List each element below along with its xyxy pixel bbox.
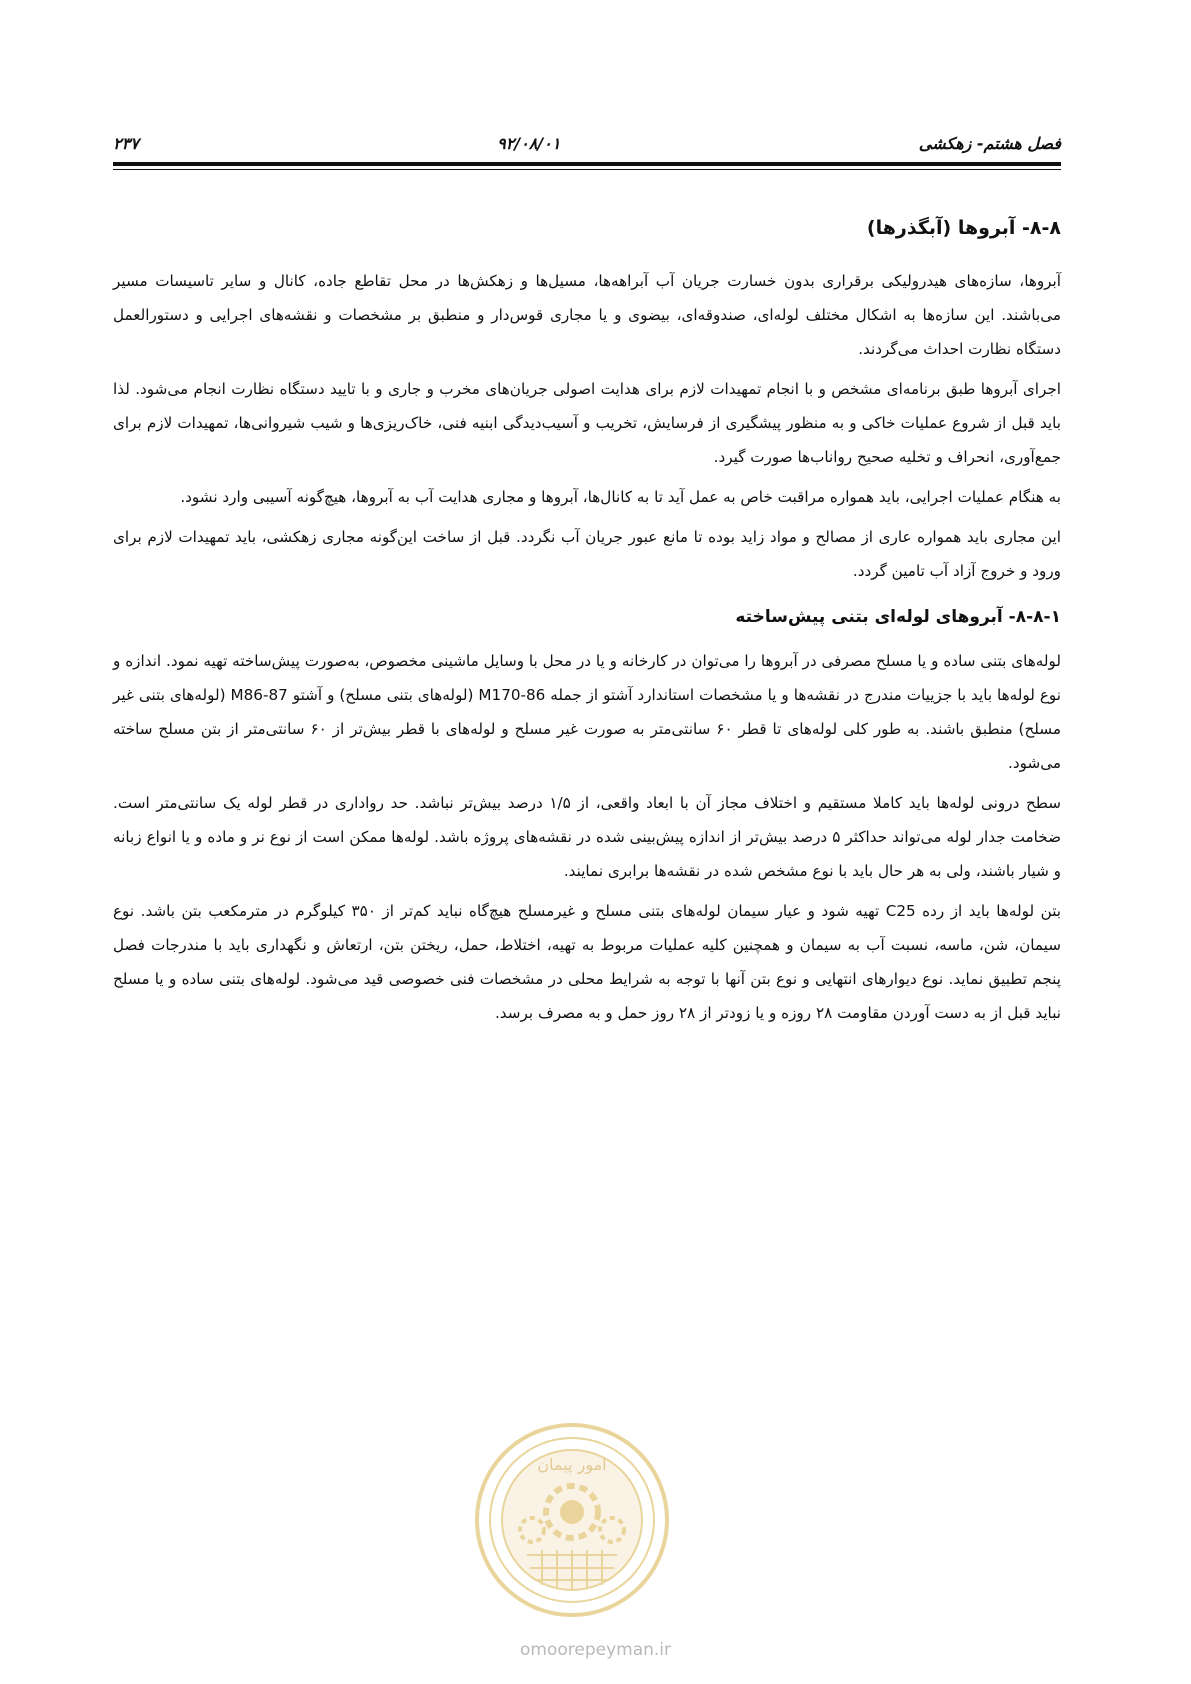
- watermark-seal-text: امور پیمان: [537, 1455, 607, 1474]
- page-content: [113, 208, 1061, 1036]
- watermark-seal-icon: [472, 1420, 672, 1620]
- header-rule-thick: [113, 162, 1061, 166]
- subsection-paragraph-3: بتن لوله‌ها باید از رده C25 تهیه شود و عیار سیمان لوله‌های بتنی مسلح و غیرمسلح هیچ‌گاه نباید کم‌تر از ۳۵۰ کیلوگرم در مترمکعب بتن باشد. نوع سیمان، شن، ماسه، نسبت آب به سیمان و همچنین کلیه عملیات مربوط به تهیه، اختلاط، حمل، ریختن بتن، ارتعاش و نگهداری باید با مندرجات فصل پنجم تطبیق نماید. نوع دیوارهای انتهایی و نوع بتن آنها با توجه به شرایط محلی در مشخصات فنی خصوصی قید می‌شود. لوله‌های بتنی ساده و یا مسلح نباید قبل از به دست آوردن مقاومت ۲۸ روزه و یا زودتر از ۲۸ روز حمل و به مصرف برسد.: [113, 902, 1062, 1022]
- subsection-paragraph-2: سطح درونی لوله‌ها باید کاملا مستقیم و اختلاف مجاز آن با ابعاد واقعی، از ۱/۵ درصد بیش‌تر نباشد. حد رواداری در قطر لوله یک سانتی‌متر است. ضخامت جدار لوله می‌تواند حداکثر ۵ درصد بیش‌تر از اندازه پیش‌بینی شده در نقشه‌های پروژه باشد. لوله‌ها ممکن است از نوع نر و ماده و یا انواع زبانه و شیار باشند، ولی به هر حال باید با نوع مشخص شده در نقشه‌ها برابری نمایند.: [113, 794, 1061, 880]
- page-header: [113, 128, 1061, 158]
- watermark-site: omoorepeyman.ir: [519, 1640, 672, 1660]
- section-heading: ۸-۸- آبروها (آبگذرها): [866, 217, 1061, 239]
- page-number: ۲۳۷: [113, 133, 139, 153]
- subsection-paragraph-1: لوله‌های بتنی ساده و یا مسلح مصرفی در آبروها را می‌توان در کارخانه و یا در محل با وسایل ماشینی مخصوص، به‌صورت پیش‌ساخته تهیه نمود. اندازه و نوع لوله‌ها باید با جزییات مندرج در نقشه‌ها و یا مشخصات استاندارد آشتو از جمله M170-86 (لوله‌های بتنی مسلح) و آشتو M86-87 (لوله‌های بتنی غیر مسلح) منطبق باشند. به طور کلی لوله‌های تا قطر ۶۰ سانتی‌متر به صورت غیر مسلح و لوله‌های با قطر بیش‌تر از ۶۰ سانتی‌متر از بتن مسلح ساخته می‌شود.: [113, 652, 1061, 772]
- section-paragraph-2: اجرای آبروها طبق برنامه‌ای مشخص و با انجام تمهیدات لازم برای هدایت اصولی جریان‌های مخرب و جاری و با تایید دستگاه نظارت انجام می‌شود. لذا باید قبل از شروع عملیات خاکی و به منظور پیشگیری از فرسایش، تخریب و آسیب‌دیدگی ابنیه فنی، خاک‌ریزی‌ها و شیب شیروانی‌ها، تمهیدات لازم برای جمع‌آوری، انحراف و تخلیه صحیح رواناب‌ها صورت گیرد.: [113, 380, 1061, 466]
- subsection-heading: ۸-۸-۱- آبروهای لوله‌ای بتنی پیش‌ساخته: [735, 607, 1061, 627]
- section-paragraph-3: به هنگام عملیات اجرایی، باید همواره مراقبت خاص به عمل آید تا به کانال‌ها، آبروها و مجاری هدایت آب به آبروها، هیچ‌گونه آسیبی وارد نشود.: [180, 488, 1061, 506]
- chapter-title: فصل هشتم- زهکشی: [918, 133, 1061, 153]
- header-rule-thin: [113, 169, 1061, 170]
- section-paragraph-1: آبروها، سازه‌های هیدرولیکی برقراری بدون خسارت جریان آب آبراهه‌ها، مسیل‌ها و زهکش‌ها در محل تقاطع جاده، کانال و سایر تاسیسات مسیر می‌باشند. این سازه‌ها به اشکال مختلف لوله‌ای، صندوقه‌ای، بیضوی و یا مجاری قوس‌دار و منطبق بر مشخصات و نقشه‌های اجرایی و دستورالعمل دستگاه نظارت احداث می‌گردند.: [113, 272, 1061, 358]
- section-paragraph-4: این مجاری باید همواره عاری از مصالح و مواد زاید بوده تا مانع عبور جریان آب نگردد. قبل از ساخت این‌گونه مجاری زهکشی، باید تمهیدات لازم برای ورود و خروج آزاد آب تامین گردد.: [113, 528, 1061, 580]
- header-date: ۹۲/۰۸/۰۱: [497, 133, 561, 153]
